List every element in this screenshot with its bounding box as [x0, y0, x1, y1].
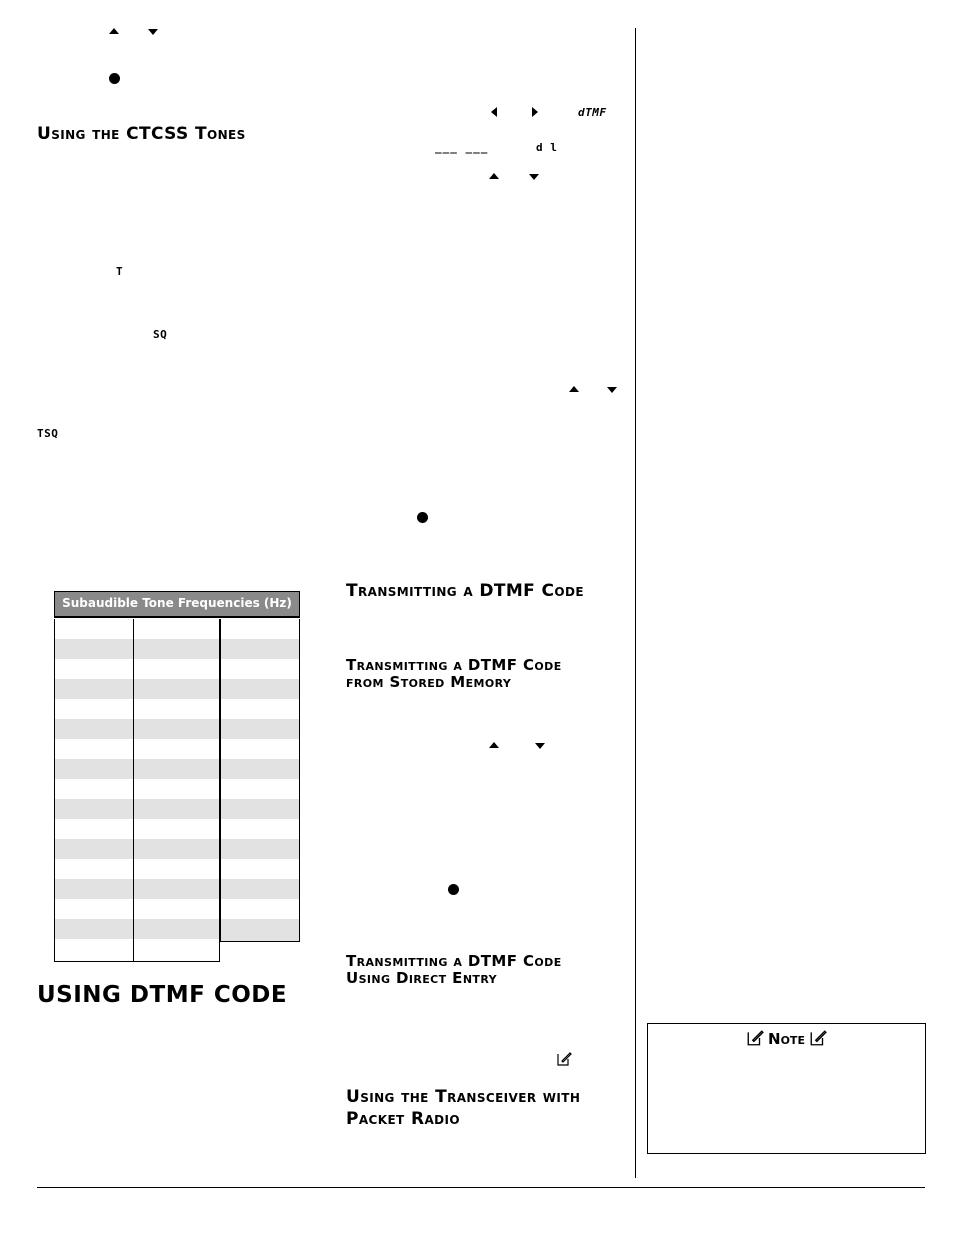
- table-row: [221, 879, 299, 899]
- table-body-right: [220, 619, 300, 942]
- table-row: [221, 619, 299, 639]
- heading-direct-entry-line2: Using Direct Entry: [346, 969, 497, 987]
- note-header: [648, 1029, 925, 1049]
- heading-stored-memory-line2: from Stored Memory: [346, 673, 512, 691]
- table-row: [221, 799, 299, 819]
- table-row: [221, 659, 299, 679]
- table-row: [221, 699, 299, 719]
- table-header: Subaudible Tone Frequencies (Hz): [54, 591, 300, 617]
- right-arrow-icon: [532, 107, 538, 117]
- table-row: [55, 799, 219, 819]
- table-row: [221, 679, 299, 699]
- table-row: [221, 639, 299, 659]
- display-dash-placeholder: ___ ___: [435, 141, 489, 154]
- display-dtmf-glyph: dTMF: [578, 106, 607, 119]
- table-row: [55, 699, 219, 719]
- bullet-icon: [448, 884, 459, 895]
- left-arrow-icon: [491, 107, 497, 117]
- column-divider: [635, 28, 636, 1178]
- up-arrow-icon: [489, 173, 499, 179]
- table-row: [221, 919, 299, 941]
- table-row: [55, 939, 219, 961]
- heading-using-dtmf-code: USING DTMF CODE: [37, 982, 288, 1008]
- heading-direct-entry-line1: Transmitting a DTMF Code: [346, 952, 562, 970]
- down-arrow-icon: [529, 174, 539, 180]
- note-pencil-icon: [556, 1051, 572, 1067]
- display-tsq-glyph: TSQ: [37, 427, 59, 440]
- table-row: [221, 779, 299, 799]
- heading-packet-radio-line1: Using the Transceiver with: [346, 1087, 581, 1107]
- table-row: [221, 759, 299, 779]
- note-box: [647, 1023, 926, 1154]
- table-row: [55, 679, 219, 699]
- tone-frequency-table: [54, 591, 300, 963]
- up-arrow-icon: [109, 28, 119, 34]
- table-row: [55, 659, 219, 679]
- footer-rule: [37, 1187, 925, 1188]
- display-d1-glyph: d l: [536, 141, 558, 154]
- table-row: [221, 899, 299, 919]
- note-pencil-icon: [746, 1029, 764, 1047]
- table-row: [55, 859, 219, 879]
- table-row: [55, 719, 219, 739]
- bullet-icon: [417, 512, 428, 523]
- down-arrow-icon: [607, 387, 617, 393]
- heading-stored-memory-line1: Transmitting a DTMF Code: [346, 656, 562, 674]
- table-row: [221, 819, 299, 839]
- table-body-left: [54, 619, 220, 962]
- table-row: [55, 839, 219, 859]
- note-pencil-icon: [809, 1029, 827, 1047]
- table-column-divider: [133, 619, 134, 962]
- table-row: [221, 739, 299, 759]
- table-row: [55, 819, 219, 839]
- down-arrow-icon: [148, 29, 158, 35]
- table-row: [55, 739, 219, 759]
- table-row: [55, 899, 219, 919]
- bullet-icon: [109, 73, 120, 84]
- table-row: [55, 879, 219, 899]
- table-row: [55, 759, 219, 779]
- table-row: [55, 619, 219, 639]
- heading-ctcss-tones: Using the CTCSS Tones: [37, 124, 246, 144]
- heading-transmitting-dtmf: Transmitting a DTMF Code: [346, 581, 584, 601]
- table-row: [221, 839, 299, 859]
- down-arrow-icon: [535, 743, 545, 749]
- note-title: Note: [768, 1030, 805, 1048]
- up-arrow-icon: [569, 386, 579, 392]
- table-row: [221, 859, 299, 879]
- up-arrow-icon: [489, 742, 499, 748]
- table-row: [55, 639, 219, 659]
- table-row: [221, 719, 299, 739]
- table-row: [55, 919, 219, 939]
- display-t-glyph: T: [116, 265, 124, 278]
- heading-packet-radio-line2: Packet Radio: [346, 1109, 460, 1129]
- table-header-rule: [54, 616, 300, 618]
- display-sq-glyph: SQ: [153, 328, 168, 341]
- table-row: [55, 779, 219, 799]
